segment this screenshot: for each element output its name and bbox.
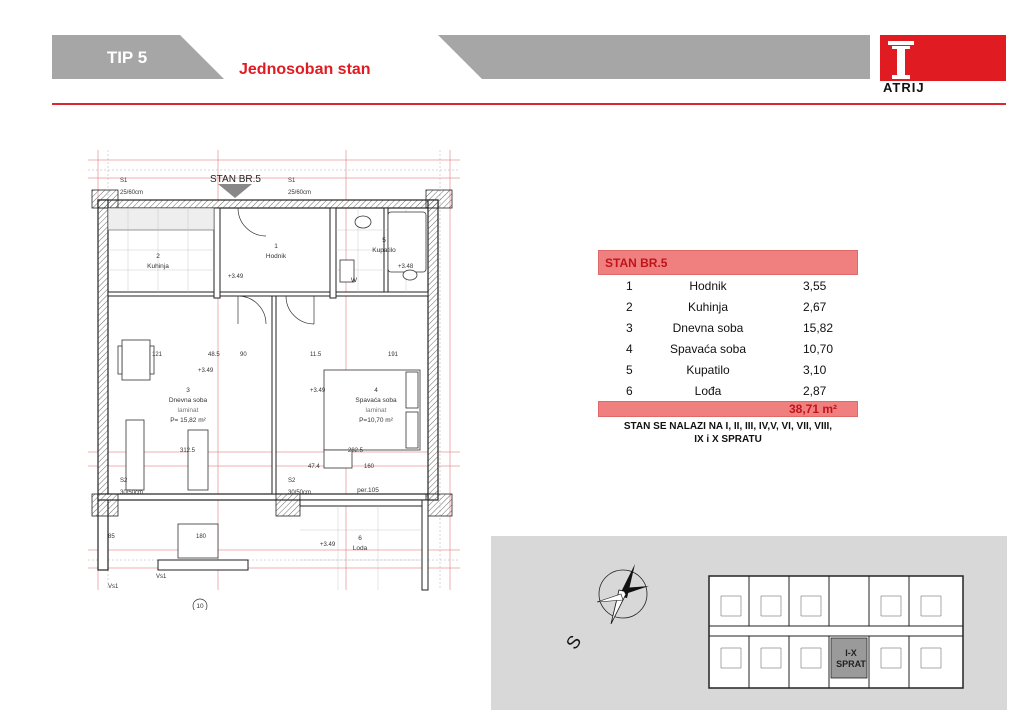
table-total-row xyxy=(598,401,858,417)
plan-level-1: +3.49 xyxy=(228,274,244,280)
floor-highlight-label xyxy=(834,648,868,670)
plan-per-label: per.105 xyxy=(357,487,379,494)
logo-text: ATRIJ xyxy=(883,80,925,95)
row-area: 3,10 xyxy=(803,363,827,377)
table-row xyxy=(598,359,858,380)
row-area: 2,87 xyxy=(803,384,827,398)
plan-axis-marker: 10 xyxy=(196,603,204,610)
plan-level-2: +3.49 xyxy=(198,368,214,374)
row-area: 3,55 xyxy=(803,279,827,293)
floors-note-line-2: IX i X SPRATU xyxy=(694,434,762,445)
plan-dim-2: 121 xyxy=(152,352,163,358)
plan-window-tag-6: Vs1 xyxy=(156,574,167,580)
row-room-name: Spavaća soba xyxy=(669,342,747,356)
row-number: 3 xyxy=(626,321,633,335)
table-title: STAN BR.5 xyxy=(598,250,858,275)
floor-range-label: I-X xyxy=(845,648,857,658)
plan-room-num-5: 5 xyxy=(382,237,386,244)
plan-window-size-4: 30/50cm xyxy=(288,490,312,496)
plan-floor-living: laminat xyxy=(177,407,199,414)
plan-dim-6: 180 xyxy=(196,534,207,540)
header-band-right xyxy=(438,35,870,84)
plan-room-name-hall: Hodnik xyxy=(265,253,287,260)
plan-dim-5: 160 xyxy=(364,464,375,470)
plan-room-name-bed: Spavaća soba xyxy=(355,397,397,404)
plan-room-area-bed: P=10,70 m² xyxy=(359,417,393,424)
plan-level-5: +3.49 xyxy=(320,542,336,548)
room-area-table xyxy=(598,250,858,417)
row-number: 4 xyxy=(626,342,633,356)
plan-room-area-living: P= 15,82 m² xyxy=(170,417,206,424)
header-rule xyxy=(52,103,1006,105)
plan-w-label: W xyxy=(350,277,358,284)
plan-window-tag-5: Vs1 xyxy=(108,584,119,590)
plan-window-tag-3: S2 xyxy=(120,478,128,484)
plan-dim-10: 47.4 xyxy=(308,464,320,470)
plan-window-tag-2: S1 xyxy=(288,178,296,184)
floors-note xyxy=(598,420,858,446)
page-subtitle: Jednosoban stan xyxy=(239,61,371,78)
plan-dim-1: 191 xyxy=(388,352,399,358)
row-number: 5 xyxy=(626,363,633,377)
floor-word-label: SPRAT xyxy=(836,659,866,669)
plan-room-num-1: 1 xyxy=(274,243,278,250)
plan-room-num-4: 4 xyxy=(374,387,378,394)
table-row xyxy=(598,380,858,401)
plan-window-size-3: 30/50cm xyxy=(120,490,144,496)
row-room-name: Kupatilo xyxy=(686,363,730,377)
row-room-name: Lođa xyxy=(694,384,722,398)
plan-room-num-6: 6 xyxy=(358,535,362,542)
row-room-name: Dnevna soba xyxy=(672,321,744,335)
plan-dim-3: 312.5 xyxy=(180,448,196,454)
plan-window-size-2: 25/60cm xyxy=(288,190,312,196)
plan-apartment-label: STAN BR.5 xyxy=(210,174,261,185)
floor-plan xyxy=(88,150,460,610)
table-total-area: 38,71 m² xyxy=(789,402,838,416)
row-number: 2 xyxy=(626,300,633,314)
plan-floor-bed: laminat xyxy=(365,407,387,414)
plan-level-3: +3.49 xyxy=(310,388,326,394)
building-keyplan xyxy=(709,576,963,688)
plan-dim-7: 85 xyxy=(108,534,115,540)
table-row xyxy=(598,296,858,317)
floors-note-line-1: STAN SE NALAZI NA I, II, III, IV,V, VI, VII, VIII, xyxy=(623,421,833,432)
plan-window-tag-1: S1 xyxy=(120,178,128,184)
key-plan xyxy=(491,536,1007,710)
plan-dim-9: 48.5 xyxy=(208,352,220,358)
plan-dim-4: 282.5 xyxy=(348,448,364,454)
row-number: 6 xyxy=(626,384,633,398)
row-area: 15,82 xyxy=(803,321,834,335)
south-orientation-label: S xyxy=(561,631,586,653)
plan-level-4: +3.48 xyxy=(398,264,414,270)
table-row xyxy=(598,338,858,359)
plan-dim-8: 90 xyxy=(240,352,247,358)
plan-room-name-loggia: Loda xyxy=(352,545,368,552)
plan-room-num-2: 2 xyxy=(156,253,160,260)
row-room-name: Kuhinja xyxy=(687,300,729,314)
plan-window-size-1: 25/60cm xyxy=(120,190,144,196)
plan-dim-11: 11.5 xyxy=(310,352,322,358)
table-row xyxy=(598,317,858,338)
logo-red-block xyxy=(908,35,1006,81)
type-label: TIP 5 xyxy=(106,48,148,67)
compass-icon xyxy=(597,564,649,624)
table-row xyxy=(598,275,858,296)
row-room-name: Hodnik xyxy=(689,279,727,293)
plan-window-tag-4: S2 xyxy=(288,478,296,484)
row-area: 10,70 xyxy=(803,342,834,356)
row-area: 2,67 xyxy=(803,300,827,314)
plan-room-num-3: 3 xyxy=(186,387,190,394)
row-number: 1 xyxy=(626,279,633,293)
plan-room-name-bath: Kupatilo xyxy=(372,247,396,254)
plan-room-name-kitchen: Kuhinja xyxy=(147,263,169,270)
plan-room-name-living: Dnevna soba xyxy=(168,397,208,404)
